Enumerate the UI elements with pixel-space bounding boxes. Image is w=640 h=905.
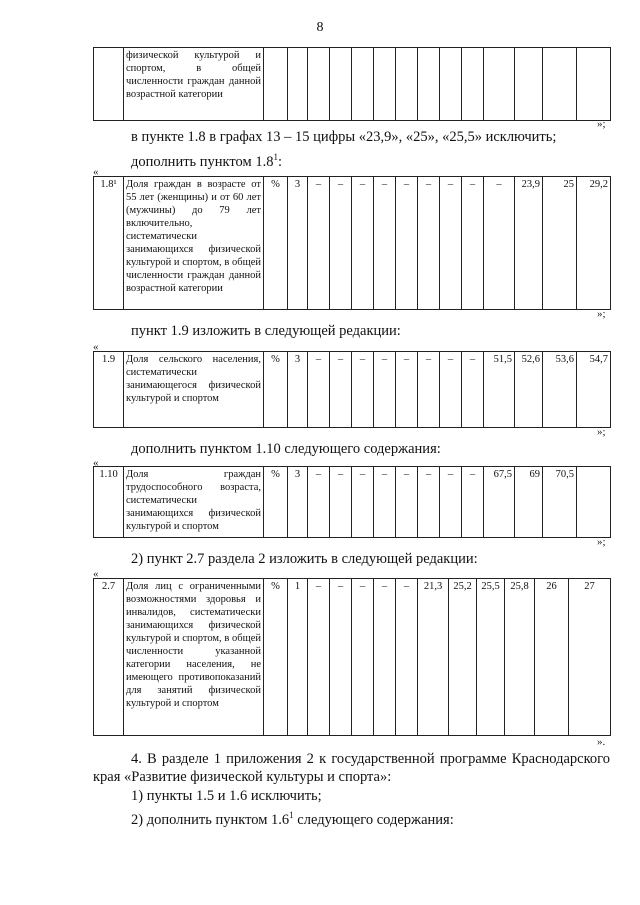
table-cell [308,48,330,121]
table-cell: – [374,467,396,538]
indicator-description: физической культурой и спортом, в общей численности граждан данной возрастной категории [124,48,264,121]
table-cell: – [418,467,440,538]
instruction-text: следующего содержания: [293,811,454,828]
unit-cell: % [264,467,288,538]
instruction-paragraph: 2) пункт 2.7 раздела 2 изложить в следующей редакции: [131,551,478,567]
table-cell: – [418,177,440,310]
table-cell [484,48,515,121]
table-cell: – [330,352,352,428]
table-cell: – [462,177,484,310]
table-cell: – [308,467,330,538]
table-cell [577,48,611,121]
table-cell: – [352,579,374,736]
table-cell: – [440,177,462,310]
closing-quote: »; [597,536,606,548]
table-cell: – [484,177,515,310]
table-cell: 21,3 [418,579,449,736]
table-cell: – [330,579,352,736]
unit-cell: % [264,579,288,736]
opening-quote: « [93,457,99,469]
table-cell [418,48,440,121]
table-cell [515,48,543,121]
page-number: 8 [316,20,324,35]
table-cell: – [462,467,484,538]
table-cell: – [352,177,374,310]
table-cell [264,48,288,121]
table-cell: – [308,177,330,310]
table-cell: 25,2 [449,579,477,736]
indicator-table-continuation [93,47,611,121]
table-cell: 70,5 [543,467,577,538]
table-cell: – [418,352,440,428]
table-cell: – [330,467,352,538]
table-cell [330,48,352,121]
table-cell: – [352,467,374,538]
table-cell: 51,5 [484,352,515,428]
table-cell [374,48,396,121]
table-cell: 29,2 [577,177,611,310]
indicator-table-1-8-1 [93,176,611,310]
instruction-text: : [277,153,282,170]
closing-quote: »; [597,118,606,130]
table-cell: 25,8 [505,579,535,736]
table-cell: – [308,352,330,428]
table-cell [288,48,308,121]
opening-quote: « [93,568,99,580]
table-cell [396,48,418,121]
indicator-description: Доля лиц с ограниченными возможностями здоровья и инвалидов, систематически занимающихся физической культурой и спортом, в общей численности указанной категории населения, не имеющего противопоказаний для занятий физической культурой и спортом [124,579,264,736]
instruction-paragraph: дополнить пунктом 1.10 следующего содержания: [131,441,441,457]
closing-quote: »; [597,308,606,320]
table-cell [462,48,484,121]
table-cell: – [440,467,462,538]
table-cell: 3 [288,177,308,310]
instruction-text: 2) дополнить пунктом 1.6 [131,811,290,828]
opening-quote: « [93,341,99,353]
table-cell [352,48,374,121]
superscript: 1 [273,152,278,162]
instruction-paragraph [131,806,454,829]
table-cell: 23,9 [515,177,543,310]
table-cell: – [352,352,374,428]
table-cell: – [462,352,484,428]
table-cell [94,48,124,121]
table-cell: 53,6 [543,352,577,428]
indicator-table-2-7 [93,578,611,736]
table-cell [440,48,462,121]
indicator-description: Доля граждан в возрасте от 55 лет (женщины) и от 60 лет (мужчины) до 79 лет включительно, систематически занимающихся физической культурой и спортом, в общей численности граждан данной возрастной категории [124,177,264,310]
indicator-table-1-10 [93,466,611,538]
table-cell: – [374,579,396,736]
instruction-paragraph: в пункте 1.8 в графах 13 – 15 цифры «23,9», «25», «25,5» исключить; [131,129,557,145]
instruction-paragraph: 1) пункты 1.5 и 1.6 исключить; [131,788,322,804]
table-cell: 3 [288,467,308,538]
table-cell: 26 [535,579,569,736]
instruction-paragraph: пункт 1.9 изложить в следующей редакции: [131,323,401,339]
opening-quote: « [93,166,99,178]
table-cell: – [396,467,418,538]
table-cell: 54,7 [577,352,611,428]
table-cell: 25 [543,177,577,310]
table-cell: – [440,352,462,428]
table-cell [577,467,611,538]
superscript: 1 [289,810,294,820]
instruction-paragraph [93,750,610,786]
row-number: 1.9 [94,352,124,428]
table-cell [543,48,577,121]
row-number: 1.10 [94,467,124,538]
table-cell: 52,6 [515,352,543,428]
instruction-paragraph [131,148,282,171]
table-cell: 25,5 [477,579,505,736]
indicator-description: Доля граждан трудоспособного возраста, систематически занимающихся физической культурой и спортом [124,467,264,538]
table-cell: – [308,579,330,736]
table-cell: 3 [288,352,308,428]
closing-quote: ». [597,736,606,748]
closing-quote: »; [597,426,606,438]
table-cell: 27 [569,579,611,736]
table-cell: 67,5 [484,467,515,538]
table-cell: – [374,352,396,428]
table-cell: 69 [515,467,543,538]
table-cell: – [396,579,418,736]
table-cell: 1 [288,579,308,736]
row-number: 1.8¹ [94,177,124,310]
table-cell: – [396,352,418,428]
instruction-text: дополнить пунктом 1.8 [131,153,274,170]
table-cell: – [396,177,418,310]
instruction-text: 4. В разделе 1 приложения 2 к государственной программе Краснодарского края «Развитие физической культуры и спорта»: [93,751,610,785]
unit-cell: % [264,177,288,310]
table-cell: – [374,177,396,310]
indicator-description: Доля сельского населения, систематически занимающегося физической культурой и спортом [124,352,264,428]
table-cell: – [330,177,352,310]
unit-cell: % [264,352,288,428]
indicator-table-1-9 [93,351,611,428]
row-number: 2.7 [94,579,124,736]
